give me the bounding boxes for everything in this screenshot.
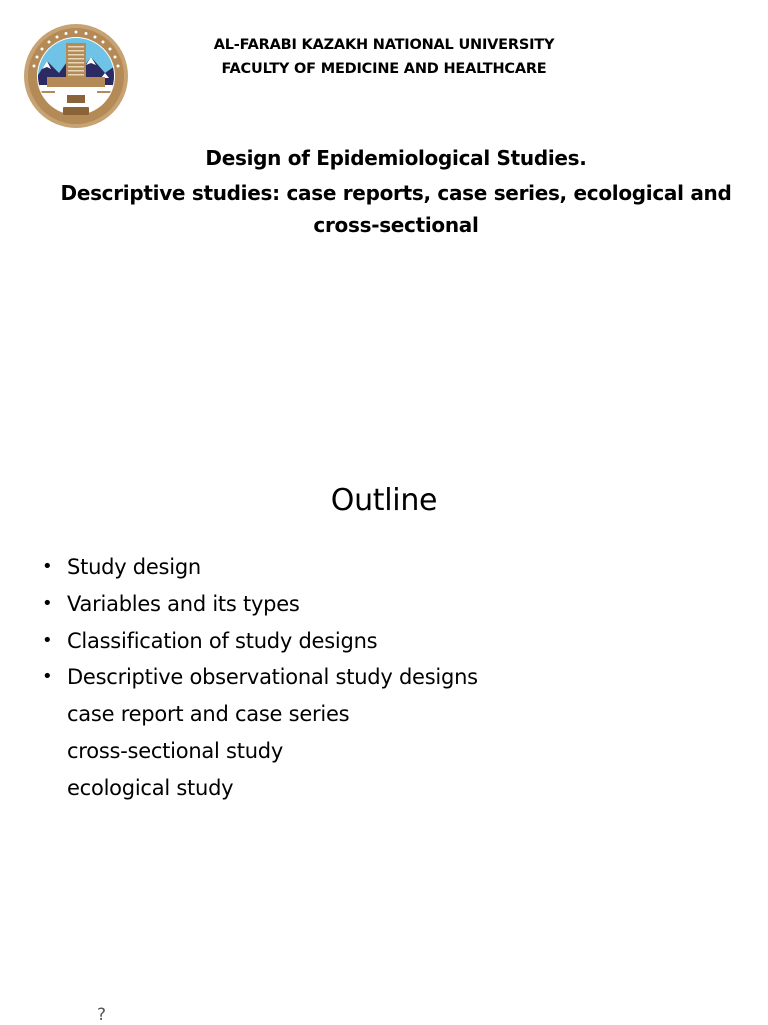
outline-heading: Outline: [330, 483, 438, 518]
presentation-title: [20, 142, 768, 241]
list-subitem-text: case report and case series: [67, 702, 350, 727]
list-item: [40, 586, 478, 623]
list-item: [40, 659, 478, 696]
list-subitem: [40, 733, 478, 770]
list-subitem-text: cross-sectional study: [67, 738, 284, 763]
list-subitem: [40, 770, 478, 807]
outline-list: [40, 549, 478, 807]
faculty-name: FACULTY OF MEDICINE AND HEALTHCARE: [221, 60, 547, 77]
list-subitem: [40, 696, 478, 733]
list-item: [40, 549, 478, 586]
bullet-icon: •: [42, 592, 53, 614]
institution-header: [130, 34, 638, 81]
list-item: [40, 623, 478, 660]
list-item-text: Descriptive observational study designs: [67, 665, 478, 690]
university-seal-icon: [23, 23, 129, 129]
university-name: AL-FARABI KAZAKH NATIONAL UNIVERSITY: [213, 37, 555, 53]
bullet-icon: •: [42, 666, 53, 688]
list-item-text: Classification of study designs: [67, 628, 378, 653]
footer-mark: ?: [97, 1005, 107, 1025]
bullet-icon: •: [42, 629, 53, 651]
university-logo: [23, 23, 129, 129]
list-subitem-text: ecological study: [67, 775, 234, 800]
title-line-1: Design of Epidemiological Studies.: [205, 146, 587, 170]
bullet-icon: •: [42, 556, 53, 577]
list-item-text: Variables and its types: [67, 591, 300, 616]
list-item-text: Study design: [67, 555, 201, 579]
title-line-2: Descriptive studies: case reports, case series, ecological and cross-sectional: [60, 181, 732, 237]
